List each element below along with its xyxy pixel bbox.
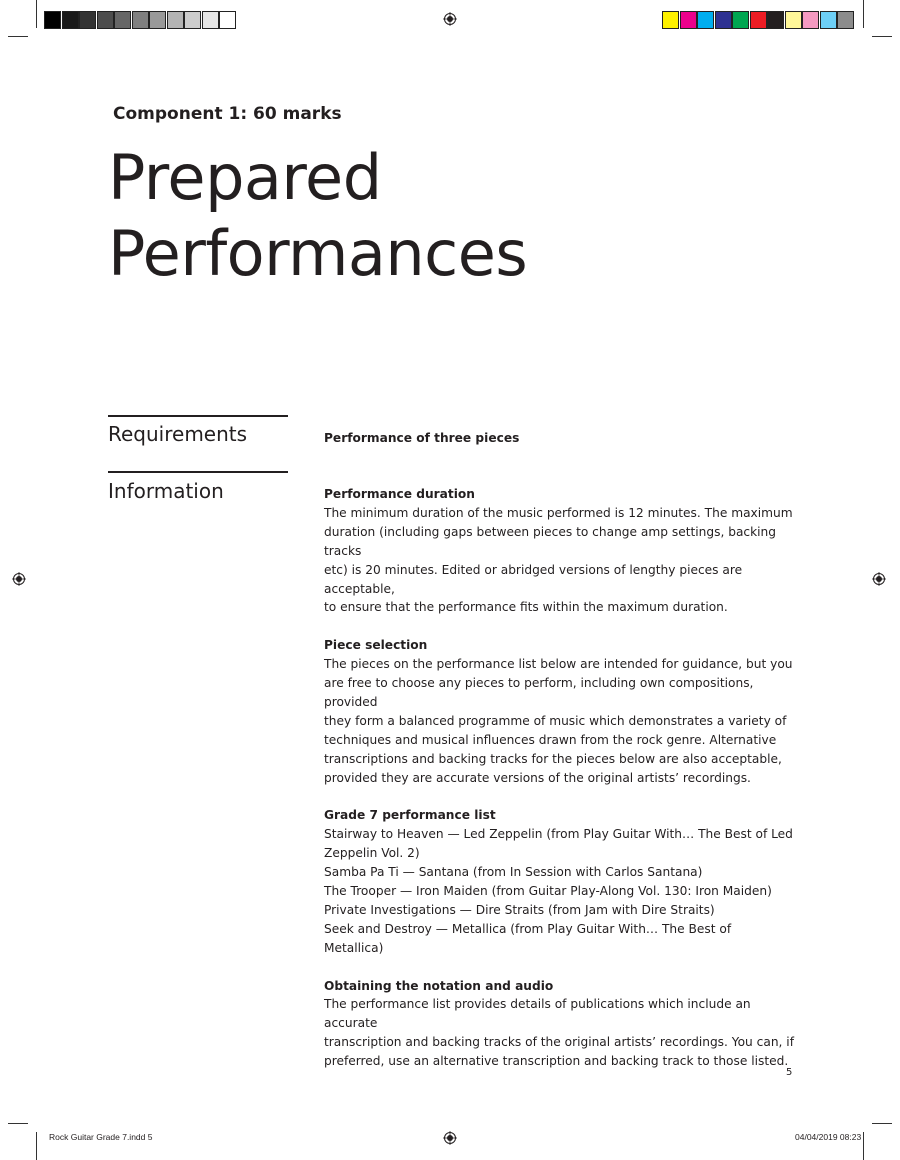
info-section (324, 636, 794, 787)
page-title (108, 140, 527, 292)
color-swatch (715, 11, 732, 29)
info-section-line: Zeppelin Vol. 2) (324, 846, 420, 861)
info-section-line: Stairway to Heaven — Led Zeppelin (from Play Guitar With… The Best of Led (324, 827, 793, 842)
slug-file-name: Rock Guitar Grade 7.indd 5 (49, 1132, 153, 1142)
info-section-line: provided they are accurate versions of the original artists’ recordings. (324, 770, 751, 785)
info-section-heading: Piece selection (324, 638, 428, 653)
info-section-line: The minimum duration of the music performed is 12 minutes. The maximum (324, 505, 793, 520)
info-section-line: they form a balanced programme of music which demonstrates a variety of (324, 713, 787, 728)
page-title-line-2: Performances (108, 217, 528, 290)
color-swatch (167, 11, 184, 29)
process-color-bar (662, 11, 855, 29)
page-number: 5 (786, 1067, 793, 1078)
info-section-line: Seek and Destroy — Metallica (from Play Guitar With… The Best of Metallica) (324, 921, 732, 955)
information-body (324, 485, 794, 1090)
info-section-line: are free to choose any pieces to perform, including own compositions, provided (324, 676, 754, 709)
color-swatch (97, 11, 114, 29)
info-section-line: Samba Pa Ti — Santana (from In Session with Carlos Santana) (324, 865, 703, 880)
information-label: Information (108, 479, 224, 503)
color-swatch (697, 11, 714, 29)
color-swatch (662, 11, 679, 29)
info-section-line: Private Investigations — Dire Straits (from Jam with Dire Straits) (324, 902, 715, 917)
color-swatch (184, 11, 201, 29)
info-section-line: duration (including gaps between pieces to change amp settings, backing tracks (324, 524, 777, 558)
registration-mark-icon (12, 572, 26, 586)
info-section-line: transcription and backing tracks of the original artists’ recordings. You can, if (324, 1035, 794, 1050)
color-swatch (132, 11, 149, 29)
info-section (324, 485, 794, 617)
color-swatch (820, 11, 837, 29)
registration-mark-icon (443, 12, 457, 26)
color-swatch (837, 11, 854, 29)
color-swatch (767, 11, 784, 29)
info-section-line: transcriptions and backing tracks for the pieces below are also acceptable, (324, 751, 782, 766)
color-swatch (732, 11, 749, 29)
info-section-line: The performance list provides details of publications which include an accurate (324, 997, 751, 1031)
info-section-heading: Obtaining the notation and audio (324, 978, 554, 993)
info-section-heading: Grade 7 performance list (324, 808, 496, 823)
color-swatch (219, 11, 236, 29)
color-swatch (785, 11, 802, 29)
requirements-text (324, 429, 794, 448)
color-swatch (114, 11, 131, 29)
info-section-line: techniques and musical influences drawn from the rock genre. Alternative (324, 732, 777, 747)
color-swatch (62, 11, 79, 29)
requirements-value: Performance of three pieces (324, 431, 520, 445)
info-section-line: etc) is 20 minutes. Edited or abridged versions of lengthy pieces are acceptable, (324, 562, 743, 596)
color-swatch (202, 11, 219, 29)
color-swatch (802, 11, 819, 29)
info-section (324, 806, 794, 957)
info-section-line: preferred, use an alternative transcription and backing track to those listed. (324, 1054, 789, 1069)
grayscale-color-bar (44, 11, 237, 29)
info-section-line: The pieces on the performance list below are intended for guidance, but you (324, 657, 793, 672)
color-swatch (750, 11, 767, 29)
info-section (324, 977, 794, 1072)
color-swatch (680, 11, 697, 29)
section-divider (108, 471, 288, 473)
requirements-label: Requirements (108, 422, 248, 446)
component-label: Component 1: 60 marks (113, 104, 342, 124)
color-swatch (79, 11, 96, 29)
registration-mark-icon (872, 572, 886, 586)
color-swatch (44, 11, 61, 29)
page-title-line-1: Prepared (108, 141, 382, 214)
slug-timestamp: 04/04/2019 08:23 (795, 1132, 862, 1142)
color-swatch (149, 11, 166, 29)
section-divider (108, 415, 288, 417)
info-section-heading: Performance duration (324, 487, 475, 501)
info-section-line: to ensure that the performance fits within the maximum duration. (324, 600, 728, 615)
registration-mark-icon (443, 1131, 457, 1145)
info-section-line: The Trooper — Iron Maiden (from Guitar Play-Along Vol. 130: Iron Maiden) (324, 884, 772, 898)
